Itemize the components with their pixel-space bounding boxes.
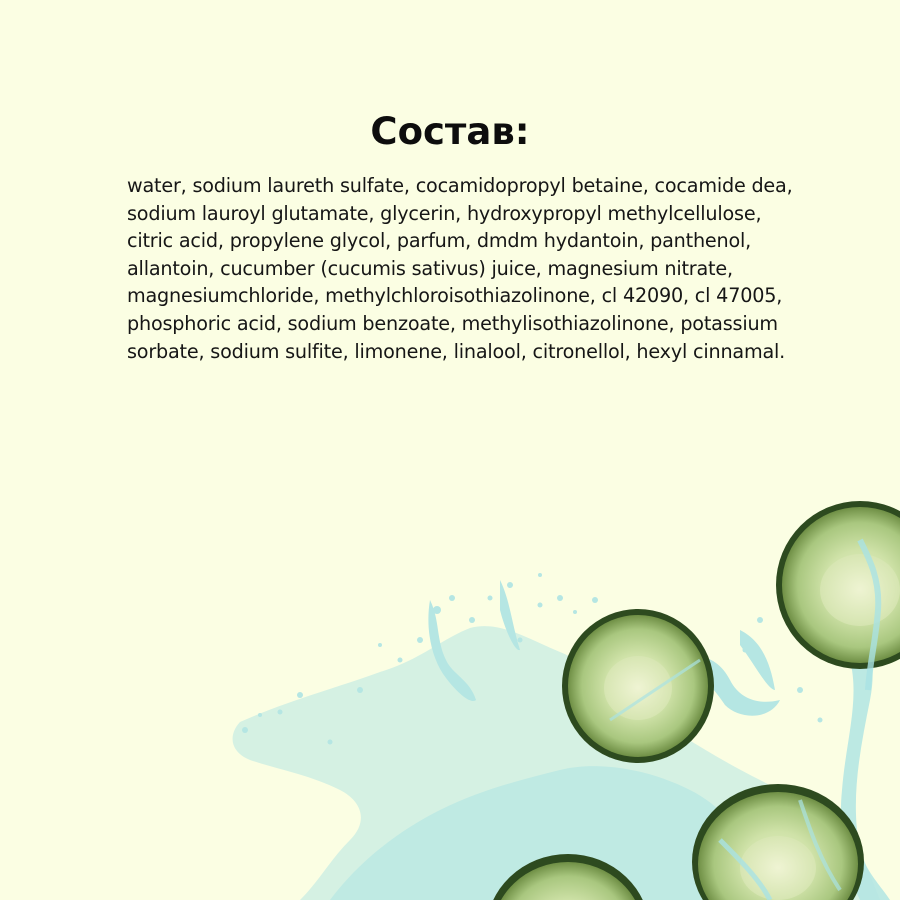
cucumber-slice-image: [562, 609, 714, 763]
cucumber-slice-image: [486, 854, 650, 900]
cucumber-slice-image: [776, 501, 900, 690]
page-title: Состав:: [370, 110, 530, 153]
ingredients-text: water, sodium laureth sulfate, cocamidopropyl betaine, cocamide dea, sodium lauroyl glutamate, glycerin, hydroxypropyl methylcellulose, citric acid, propylene glycol, parfum, dmdm hydantoin, panthenol, allantoin, cucumber (cucumis sativus) juice, magnesium nitrate, magnesiumchloride, methylchloroisothiazolinone, cl 42090, cl 47005, phosphoric acid, sodium benzoate, methylisothiazolinone, potassium sorbate, sodium sulfite, limonene, linalool, citronellol, hexyl cinnamal.: [127, 174, 793, 363]
cucumber-slice-image: [692, 784, 864, 900]
water-splash-image: [233, 573, 890, 900]
